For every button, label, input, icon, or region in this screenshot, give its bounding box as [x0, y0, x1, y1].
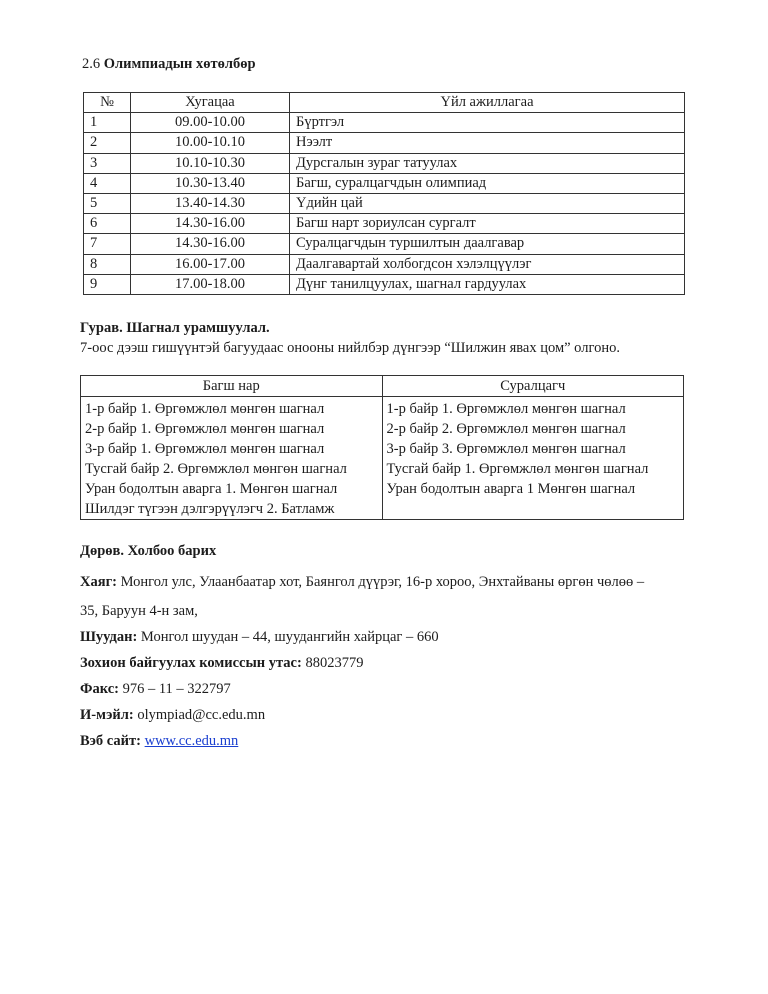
- fax-line: [80, 681, 231, 698]
- list-item: 2-р байр 1. Өргөмжлөл мөнгөн шагнал: [85, 421, 325, 437]
- address-line-1: [80, 574, 644, 591]
- fax-label: Факс:: [80, 681, 119, 697]
- website-line: [80, 733, 238, 750]
- awards-table: [80, 375, 684, 520]
- table-row: [84, 113, 685, 133]
- list-item: 1-р байр 1. Өргөмжлөл мөнгөн шагнал: [85, 401, 325, 417]
- list-item: 3-р байр 1. Өргөмжлөл мөнгөн шагнал: [85, 441, 325, 457]
- column-header-students: Суралцагч: [382, 376, 684, 397]
- cell-number: 5: [84, 193, 131, 213]
- section-3-heading: Гурав. Шагнал урамшуулал.: [80, 320, 270, 336]
- section-number: 2.6: [82, 56, 101, 72]
- cell-time: 14.30-16.00: [131, 214, 290, 234]
- address-value: Монгол улс, Улаанбаатар хот, Баянгол дүүрэг, 16-р хороо, Энхтайваны өргөн чөлөө –: [116, 574, 645, 590]
- fax-value: 976 – 11 – 322797: [118, 681, 231, 697]
- cell-activity: Багш нарт зориулсан сургалт: [290, 214, 685, 234]
- column-header-time: Хугацаа: [131, 93, 290, 113]
- cell-number: 3: [84, 153, 131, 173]
- table-row: [84, 234, 685, 254]
- column-header-activity: Үйл ажиллагаа: [290, 93, 685, 113]
- cell-number: 6: [84, 214, 131, 234]
- website-link[interactable]: www.cc.edu.mn: [144, 733, 239, 749]
- cell-activity: Дүнг танилцуулах, шагнал гардуулах: [290, 274, 685, 294]
- list-item: 2-р байр 2. Өргөмжлөл мөнгөн шагнал: [386, 421, 626, 437]
- table-row: [84, 254, 685, 274]
- table-header-row: [81, 376, 684, 397]
- section-2-6-heading: [82, 56, 256, 73]
- list-item: Тусгай байр 1. Өргөмжлөл мөнгөн шагнал: [386, 461, 649, 477]
- phone-label: Зохион байгуулах комиссын утас:: [80, 655, 302, 671]
- table-row: [81, 397, 684, 520]
- section-title: Олимпиадын хөтөлбөр: [103, 56, 256, 72]
- list-item: Уран бодолтын аварга 1. Мөнгөн шагнал: [85, 481, 338, 497]
- mailbox-value: Монгол шуудан – 44, шуудангийн хайрцаг – 660: [137, 629, 439, 645]
- list-item: 3-р байр 3. Өргөмжлөл мөнгөн шагнал: [386, 441, 626, 457]
- cell-time: 10.10-10.30: [131, 153, 290, 173]
- cell-activity: Даалгавартай холбогдсон хэлэлцүүлэг: [290, 254, 685, 274]
- mailbox-line: [80, 629, 439, 646]
- phone-line: [80, 655, 363, 672]
- list-item: Уран бодолтын аварга 1 Мөнгөн шагнал: [386, 481, 636, 497]
- column-header-number: №: [84, 93, 131, 113]
- table-row: [84, 173, 685, 193]
- cell-time: 09.00-10.00: [131, 113, 290, 133]
- table-row: [84, 274, 685, 294]
- list-item: 1-р байр 1. Өргөмжлөл мөнгөн шагнал: [386, 401, 626, 417]
- cell-time: 16.00-17.00: [131, 254, 290, 274]
- email-label: И-мэйл:: [80, 707, 134, 723]
- section-4-heading: Дөрөв. Холбоо барих: [80, 543, 217, 559]
- cell-number: 9: [84, 274, 131, 294]
- cell-number: 7: [84, 234, 131, 254]
- email-value: olympiad@cc.edu.mn: [133, 707, 266, 723]
- cell-time: 10.30-13.40: [131, 173, 290, 193]
- cell-number: 8: [84, 254, 131, 274]
- address-line-2: 35, Баруун 4-н зам,: [80, 603, 198, 619]
- teachers-awards-cell: [81, 397, 383, 520]
- cell-time: 17.00-18.00: [131, 274, 290, 294]
- cell-time: 13.40-14.30: [131, 193, 290, 213]
- students-awards-cell: [382, 397, 684, 520]
- email-line: [80, 707, 265, 724]
- list-item: Шилдэг түгээн дэлгэрүүлэгч 2. Батламж: [85, 501, 335, 517]
- cell-activity: Суралцагчдын туршилтын даалгавар: [290, 234, 685, 254]
- schedule-table: [83, 92, 685, 295]
- table-row: [84, 153, 685, 173]
- list-item: Тусгай байр 2. Өргөмжлөл мөнгөн шагнал: [85, 461, 347, 477]
- cell-number: 1: [84, 113, 131, 133]
- table-row: [84, 133, 685, 153]
- cell-activity: Бүртгэл: [290, 113, 685, 133]
- cell-time: 10.00-10.10: [131, 133, 290, 153]
- website-label: Вэб сайт:: [80, 733, 141, 749]
- mailbox-label: Шуудан:: [80, 629, 138, 645]
- cell-activity: Үдийн цай: [290, 193, 685, 213]
- address-label: Хаяг:: [80, 574, 117, 590]
- section-3-text: 7-оос дээш гишүүнтэй багуудаас онооны нийлбэр дүнгээр “Шилжин явах цом” олгоно.: [80, 340, 620, 356]
- table-row: [84, 193, 685, 213]
- cell-activity: Дурсгалын зураг татуулах: [290, 153, 685, 173]
- cell-time: 14.30-16.00: [131, 234, 290, 254]
- cell-activity: Нээлт: [290, 133, 685, 153]
- phone-value: 88023779: [301, 655, 364, 671]
- cell-number: 2: [84, 133, 131, 153]
- cell-number: 4: [84, 173, 131, 193]
- column-header-teachers: Багш нар: [81, 376, 383, 397]
- cell-activity: Багш, суралцагчдын олимпиад: [290, 173, 685, 193]
- table-header-row: [84, 93, 685, 113]
- table-row: [84, 214, 685, 234]
